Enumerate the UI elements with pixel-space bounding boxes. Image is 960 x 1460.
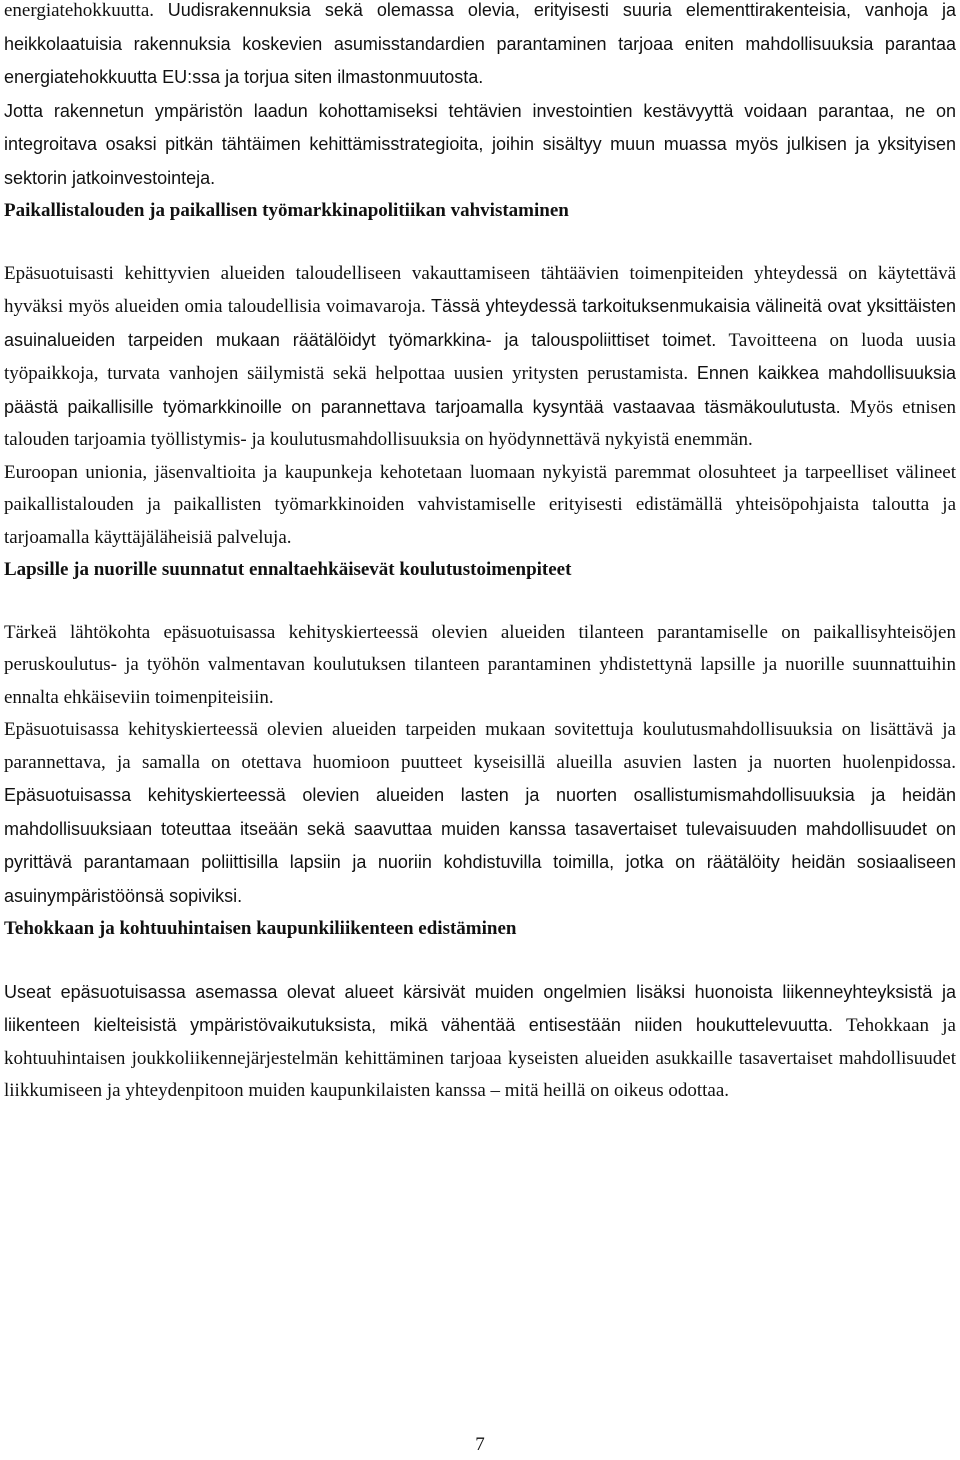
page-number: 7 (475, 1434, 485, 1455)
text-segment: Tässä yhteydessä tarkoituksenmukaisia välineitä ovat yksittäisten asuinalueiden tarpeiden mukaan räätälöidyt työmarkkina- ja talouspoliittiset toimet. (4, 296, 957, 350)
text-segment: Tehokkaan ja kohtuuhintaisen joukkoliikennejärjestelmän kehittäminen tarjoaa kyseisten alueiden asukkaille tasavertaiset mahdollisuudet liikkumiseen ja yhteydenpitoon muiden kaupunkilaisten kanssa – mitä heillä on oikeus odottaa. (4, 1015, 956, 1101)
text-segment: Jotta rakennetun ympäristön laadun kohottamiseksi tehtävien investointien kestävyyttä voidaan parantaa, ne on integroitava osaksi pitkän tähtäimen kehittämisstrategioita, joihin sisältyy muun muassa myös julkisen ja yksityisen sektorin jatkoinvestointeja. (4, 100, 956, 188)
paragraph-local-economy (4, 258, 956, 457)
text-segment: Epäsuotuisassa kehityskierteessä olevien alueiden lasten ja nuorten osallistumismahdollisuuksia ja heidän mahdollisuuksiaan toteuttaa itseään sekä saavuttaa muiden kanssa tasavertaiset tulevaisuuden mahdollisuudet on pyrittävä parantamaan poliittisilla lapsiin ja nuoriin kohdistuvilla toimilla, jotka on räätälöity heidän sosiaaliseen asuinympäristöönsä sopiviksi. (4, 785, 956, 906)
text-segment: Tavoitteena on luoda uusia työpaikkoja, turvata vanhojen säilymistä sekä helpottaa uusien yritysten perustamista. (4, 329, 956, 384)
text-segment: energiatehokkuutta. (4, 0, 155, 21)
heading-local-economy: Paikallistalouden ja paikallisen työmarkkinapolitiikan vahvistaminen (4, 200, 569, 221)
paragraph-education-basis (4, 617, 956, 715)
heading-transport: Tehokkaan ja kohtuuhintaisen kaupunkiliikenteen edistäminen (4, 918, 517, 939)
paragraph-eu-call (4, 457, 956, 555)
text-segment: Euroopan unionia, jäsenvaltioita ja kaupunkeja kehotetaan luomaan nykyistä paremmat olosuhteet ja tarpeelliset välineet paikallistalouden ja paikallisten työmarkkinoiden vahvistamiselle erityisesti edistämällä yhteisöpohjaista taloutta ja tarjoamalla käyttäjäläheisiä palveluja. (4, 461, 956, 548)
text-segment: Epäsuotuisassa kehityskierteessä olevien alueiden tarpeiden mukaan sovitettuja koulutusmahdollisuuksia on lisättävä ja parannettava, ja samalla on otettava huomioon puutteet kyseisillä alueilla asuvien lasten ja nuorten huolenpidossa. (4, 719, 956, 773)
text-segment: Useat epäsuotuisassa asemassa olevat alueet kärsivät muiden ongelmien lisäksi huonoista liikenneyhteyksistä ja liikenteen kielteisistä ympäristövaikutuksista, mikä vähentää entisestään niiden houkuttelevuutta. (4, 981, 956, 1035)
document-page (4, 0, 956, 1108)
text-segment: Uudisrakennuksia sekä olemassa olevia, erityisesti suuria elementtirakenteisia, vanhoja ja heikkolaatuisia rakennuksia koskevien asumisstandardien parantaminen tarjoaa eniten mahdollisuuksia parantaa energiatehokkuutta EU:ssa ja torjua siten ilmastonmuutosta. (4, 0, 956, 87)
paragraph-energy-efficiency (4, 0, 956, 95)
paragraph-education-measures (4, 714, 956, 913)
text-segment: Ennen kaikkea mahdollisuuksia päästä paikallisille työmarkkinoille on parannettava tarjoamalla kysyntää vastaavaa täsmäkoulutusta. (4, 363, 957, 417)
paragraph-investments (4, 95, 956, 196)
text-segment: Epäsuotuisasti kehittyvien alueiden taloudelliseen vakauttamiseen tähtäävien toimenpiteiden yhteydessä on käytettävä hyväksi myös alueiden omia taloudellisia voimavaroja. (4, 262, 956, 317)
paragraph-transport (4, 976, 956, 1108)
heading-education: Lapsille ja nuorille suunnatut ennaltaehkäisevät koulutustoimenpiteet (4, 559, 572, 580)
text-segment: Tärkeä lähtökohta epäsuotuisassa kehityskierteessä olevien alueiden tilanteen parantamiselle on paikallisyhteisöjen peruskoulutus- ja työhön valmentavan koulutuksen tilanteen parantaminen yhdistettynä lapsille ja nuorille suunnattuihin ennalta ehkäiseviin toimenpiteisiin. (4, 621, 956, 708)
text-segment: Myös etnisen talouden tarjoamia työllistymis- ja koulutusmahdollisuuksia on hyödynnettävä nykyistä enemmän. (4, 396, 957, 450)
